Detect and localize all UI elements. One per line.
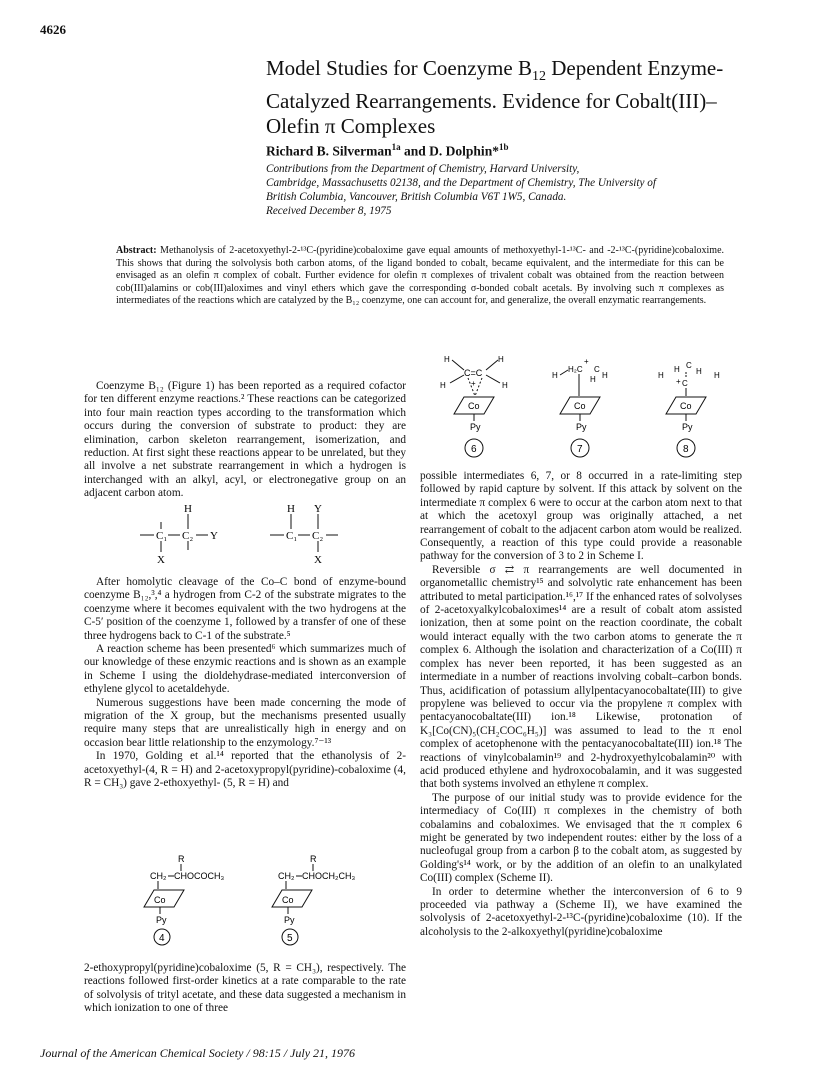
svg-text:+: + bbox=[676, 377, 681, 386]
compound-label-6: 6 bbox=[471, 444, 477, 455]
svg-text:H: H bbox=[590, 375, 596, 384]
compound-7 bbox=[552, 357, 608, 457]
svg-text:H: H bbox=[674, 365, 680, 374]
paragraph: After homolytic cleavage of the Co–C bond of enzyme-bound coenzyme B₁₂,³,⁴ a hydrogen from C-2 of the substrate migrates to the coenzyme where it becomes equivalent with the two hydrogens at the C-5′ position of the coenzyme 1, followed by a transfer of one of these three hydrogens back to C-1 of the substrate.⁵ bbox=[84, 576, 406, 642]
svg-text:H: H bbox=[498, 355, 504, 364]
left-column-top bbox=[84, 380, 406, 501]
py-label: Py bbox=[156, 915, 167, 925]
compound-label-4: 4 bbox=[159, 933, 165, 944]
svg-text:Y: Y bbox=[314, 503, 322, 515]
paragraph: possible intermediates 6, 7, or 8 occurred in a rate-limiting step followed by rapid capture by solvent. If this attack by solvent on the intermediate π complex 6 were to occur at the carbon atom next to that at which the acetoxyl group was originally attached, a net rearrangement of cobalt to the adjacent carbon atom would be realized. Consequently, a reaction of this type could provide a reasonable pathway for the conversion of 3 to 2 in Scheme I. bbox=[420, 470, 742, 563]
svg-text:X: X bbox=[157, 554, 165, 566]
left-column-middle bbox=[84, 576, 406, 791]
svg-text:Y: Y bbox=[210, 530, 218, 542]
paragraph: Numerous suggestions have been made concerning the mode of migration of the X group, but the mechanisms presented usually require many steps that are unrealistically high in energy and on occasion bear little relationship to the enzymology.⁷⁻¹³ bbox=[84, 696, 406, 749]
svg-text:H: H bbox=[502, 381, 508, 390]
abstract: Abstract: Methanolysis of 2-acetoxyethyl-2-¹³C-(pyridine)cobaloxime gave equal amounts of methoxyethyl-1-¹³C- and -2-¹³C-(pyridine)cobaloxime. This shows that during the solvolysis both carbon atoms, of the ligand bonded to cobalt, became equivalent, and the intermediate for this can be envisaged as an olefin π complex of cobalt. Further evidence for olefin π complexes of trivalent cobalt was obtained from the reaction between cob(III)alamins or cob(III)aloximes and vinyl ethers which gave the corresponding σ-bonded cobalt acetals. By involving such π complexes as intermediates of the reactions which are catalyzed by the B₁₂ coenzyme, one can account for, and generalize, the overall enzymatic rearrangements. bbox=[116, 245, 725, 307]
svg-text:X: X bbox=[314, 554, 322, 566]
svg-text:C: C bbox=[682, 379, 688, 388]
c1-label: C₁ bbox=[156, 530, 168, 542]
svg-text:H: H bbox=[552, 371, 558, 380]
svg-text:H: H bbox=[696, 367, 702, 376]
svg-text:C: C bbox=[594, 365, 600, 374]
compounds-6-7-8 bbox=[420, 352, 740, 464]
compound-4 bbox=[144, 854, 224, 945]
right-column bbox=[420, 470, 742, 939]
svg-text:R: R bbox=[310, 854, 317, 864]
paragraph: 2-ethoxypropyl(pyridine)cobaloxime (5, R = CH₃), respectively. The reactions followed first-order kinetics at a rate comparable to the rate of solvolysis of trityl acetate, and these data suggested a mechanism in which ionization to one of three bbox=[84, 962, 406, 1015]
generic-rearrangement-structures bbox=[140, 500, 380, 570]
svg-text:CHOCOCH₃: CHOCOCH₃ bbox=[174, 871, 225, 881]
paragraph: In order to determine whether the interconversion of 6 to 9 proceeded via pathway a (Scheme II), we have examined the solvolysis of 2-acetoxyethyl-2-¹³C-(pyridine)cobaloxime (10). If the alcoholysis to the 2-alkoxyethyl(pyridine)cobaloxime bbox=[420, 885, 742, 938]
svg-text:Co: Co bbox=[468, 401, 480, 411]
svg-text:CH₂: CH₂ bbox=[278, 871, 295, 881]
c2-label: C₂ bbox=[182, 530, 194, 542]
paragraph: A reaction scheme has been presented⁶ which summarizes much of our knowledge of these enzymic reactions and is shown as an example in Scheme I using the dioldehydrase-mediated interconversion of ethylene glycol to acetaldehyde. bbox=[84, 643, 406, 696]
svg-text:H: H bbox=[444, 355, 450, 364]
svg-text:C: C bbox=[686, 361, 692, 370]
svg-text:H: H bbox=[440, 381, 446, 390]
svg-text:C₁: C₁ bbox=[286, 530, 298, 542]
compound-label-7: 7 bbox=[577, 444, 583, 455]
author-dolphin: D. Dolphin* bbox=[429, 143, 499, 159]
svg-text:H: H bbox=[714, 371, 720, 380]
paragraph: Reversible σ ⇄ π rearrangements are well documented in organometallic chemistry¹⁵ and solvolytic rate enhancement has been attributed to metal participation.¹⁶,¹⁷ If the enhanced rates of solvolyses of 2-acetoxyalkylcobaloximes¹⁴ are a result of cobalt atom assisted ionization, then at some point on the reaction coordinate, the cobalt would interact equally with the two carbon atoms to generate the π complex 6. Although the isolation and characterization of a Co(III) π complex has never been reported, it has been suggested as an intermediate in a number of reactions involving cobalt–carbon bonds. Thus, acidification of potassium allylpentacyanocobaltate(III) to give propylene was believed to occur via the propylene π complex with pentacyanocobaltate(III) ion.¹⁸ Likewise, protonation of K₃[Co(CN)₅(CH₂COC₆H₅)] was assumed to lead to the π enol complex of acetophenone with the pentacyanocobaltate(III) ion.¹⁸ The reactions of vinylcobalamin¹⁹ and 2-hydroxyethylcobalamin²⁰ with acid produced ethylene and hydroxocobalamin, and it was suggested that both systems involved an ethylene π complex. bbox=[420, 563, 742, 791]
svg-text:CH₂: CH₂ bbox=[150, 871, 167, 881]
svg-text:Py: Py bbox=[284, 915, 295, 925]
structure-right bbox=[270, 514, 338, 552]
compounds-4-5 bbox=[110, 852, 390, 952]
svg-text:H: H bbox=[287, 503, 295, 515]
svg-text:Py: Py bbox=[470, 422, 481, 432]
svg-text:H: H bbox=[658, 371, 664, 380]
compound-8 bbox=[658, 361, 720, 457]
article-title: Model Studies for Coenzyme $B_{12}$ Dependent Enzyme-Catalyzed Rearrangements. Evidence for Cobalt(III)–Olefin π Complexes bbox=[266, 56, 724, 139]
paragraph: Coenzyme B₁₂ (Figure 1) has been reported as a required cofactor for ten different enzyme reactions.² These reactions can be categorized into four main reaction types according to the transformation which occurs during the conversion of substrate to product: they are elimination, carbon skeleton rearrangement, isomerization, and reduction. At first sight these reactions appear to be unrelated, but they all involve a net substrate rearrangement in which a hydrogen is interchanged with an alkyl, acyl, or electronegative group on an adjacent carbon atom. bbox=[84, 380, 406, 500]
svg-text:R: R bbox=[178, 854, 185, 864]
svg-text:Co: Co bbox=[574, 401, 586, 411]
svg-text:Co: Co bbox=[680, 401, 692, 411]
compound-label-5: 5 bbox=[287, 933, 293, 944]
svg-text:C₂: C₂ bbox=[312, 530, 324, 542]
compound-label-8: 8 bbox=[683, 444, 689, 455]
left-column-bottom bbox=[84, 962, 406, 1016]
svg-text:H₂C: H₂C bbox=[568, 365, 583, 374]
svg-text:CHOCH₂CH₃: CHOCH₂CH₃ bbox=[302, 871, 356, 881]
compound-5 bbox=[272, 854, 355, 945]
compound-6 bbox=[440, 355, 508, 457]
svg-text:+: + bbox=[471, 379, 476, 388]
cc-double-bond: C=C bbox=[464, 368, 483, 378]
structure-left bbox=[140, 514, 208, 552]
author-silverman: Richard B. Silverman bbox=[266, 143, 392, 159]
svg-text:H: H bbox=[602, 371, 608, 380]
author-line: Richard B. Silverman$^{1a}$ and D. Dolphin*$^{1b}$ bbox=[266, 142, 509, 159]
paragraph: The purpose of our initial study was to provide evidence for the intermediacy of Co(III) π complexes in the chemistry of both cobalamins and cobaloximes. We envisaged that the π complex 6 might be generated by two independent routes: either by the loss of a nucleofugal group from a carbon β to the cobalt atom, as suggested by Golding's¹⁴ work, or by the addition of an olefin to an unalkylated Co(III) complex (Scheme II). bbox=[420, 791, 742, 885]
svg-text:Py: Py bbox=[682, 422, 693, 432]
svg-text:Co: Co bbox=[282, 895, 294, 905]
svg-text:H: H bbox=[184, 503, 192, 515]
paragraph: In 1970, Golding et al.¹⁴ reported that the ethanolysis of 2-acetoxyethyl-(4, R = H) and 2-acetoxypropyl(pyridine)-cobaloxime (4, R = CH₃) gave 2-ethoxyethyl- (5, R = H) and bbox=[84, 750, 406, 790]
affiliation: Contributions from the Department of Chemistry, Harvard University, Cambridge, Massachusetts 02138, and the Department of Chemistry, The University of British Columbia, Vancouver, British Columbia V6T 1W5, Canada. Received December 8, 1975 bbox=[266, 162, 736, 218]
svg-text:Py: Py bbox=[576, 422, 587, 432]
co-label: Co bbox=[154, 895, 166, 905]
page-number: 4626 bbox=[40, 22, 66, 37]
journal-footer: Journal of the American Chemical Society / 98:15 / July 21, 1976 bbox=[40, 1046, 356, 1060]
svg-text:+: + bbox=[584, 357, 589, 366]
received-date: Received December 8, 1975 bbox=[266, 205, 392, 217]
